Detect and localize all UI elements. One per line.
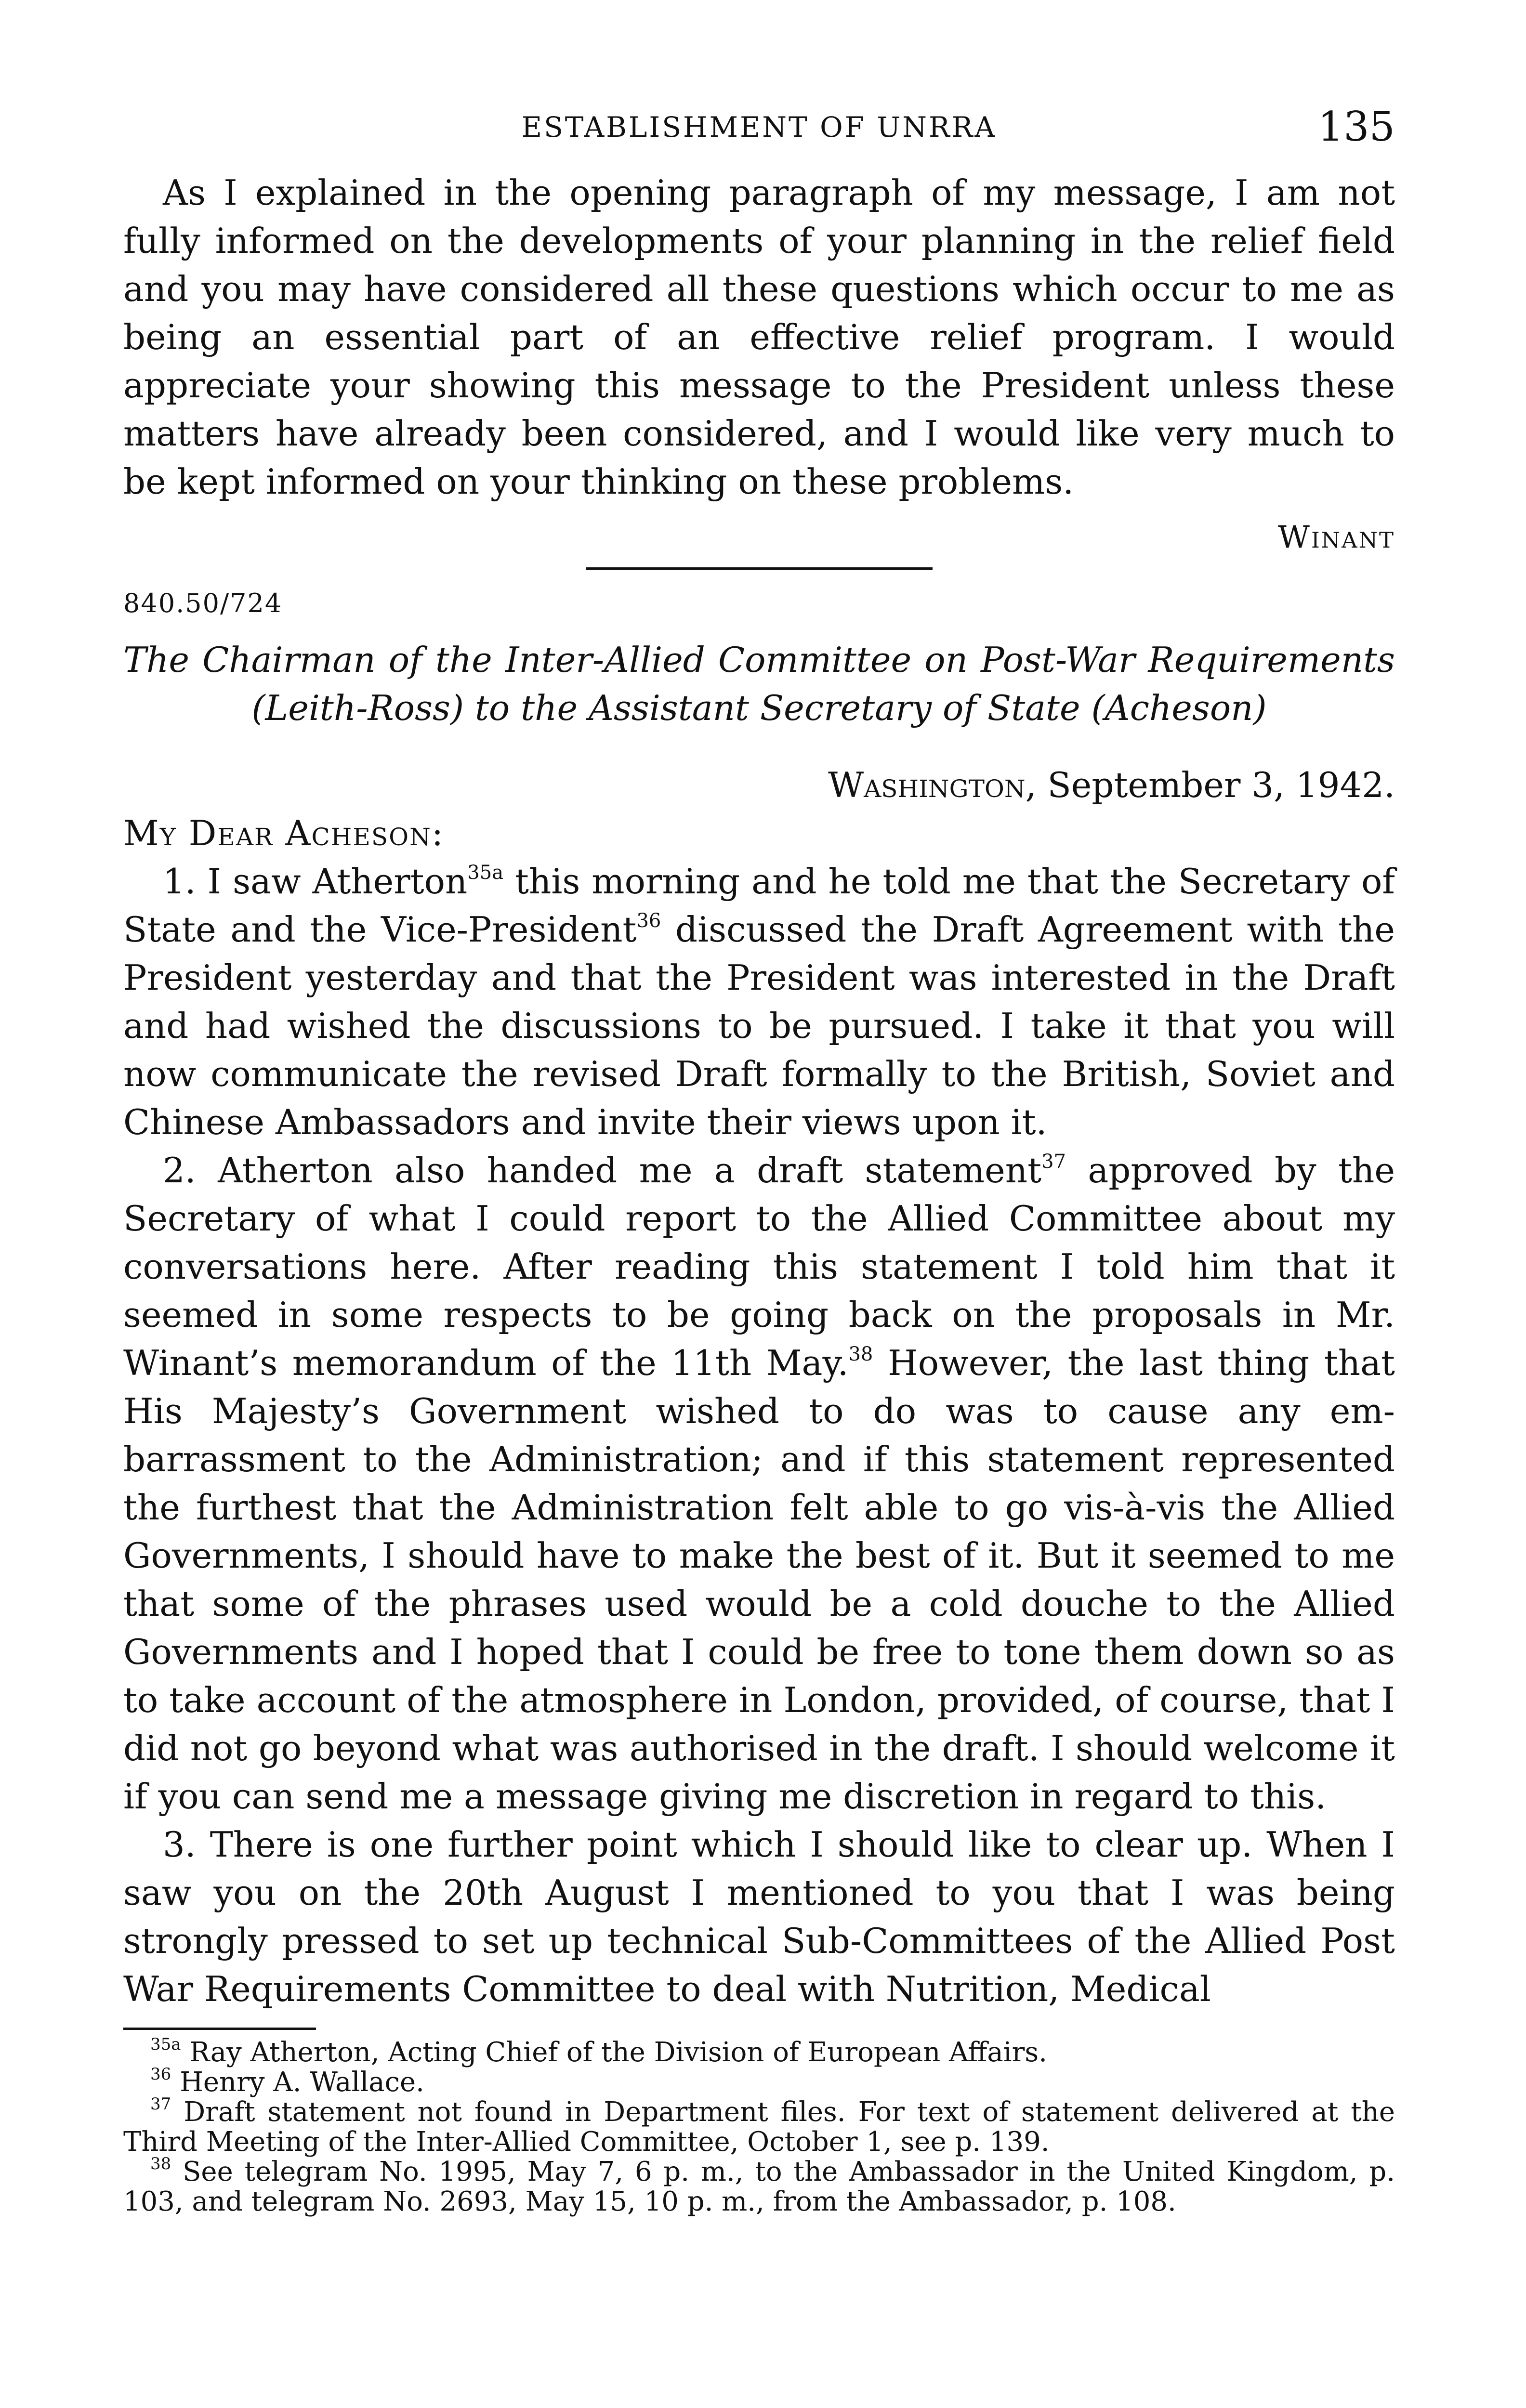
running-head	[123, 96, 1395, 169]
footnote-36	[123, 2065, 1395, 2098]
footnote-text: Draft statement not found in Department files. For text of statement delivered at the Third Meeting of the Inter-Allied Committee, October 1, see p. 139.	[123, 2096, 1395, 2158]
footnote-mark: 38	[150, 2154, 171, 2173]
document-page	[123, 96, 1395, 2217]
footnote-35a	[123, 2035, 1395, 2068]
paragraph-1	[123, 857, 1395, 1146]
running-title: ESTABLISHMENT OF UNRRA	[521, 111, 997, 144]
paragraph-1-text-a: 1. I saw Atherton	[163, 861, 468, 902]
paragraph-2-text-b: approved by the Secretary of what I could report to the Allied Committee about my conversations here. After reading this statement I told him that it seemed in some respects to be going back on the proposals in Mr. Winant’s memorandum of the 11th May.	[123, 1150, 1395, 1383]
footnote-ref-38: 38	[848, 1343, 873, 1365]
footnote-divider	[123, 2028, 316, 2030]
closing-paragraph: As I explained in the opening paragraph of my message, I am not fully informed on the developments of your planning in the relief field and you may have considered all these questions which occur to me as being an essential part of an effective relief program. I would appreciate your showing this message to the President unless these matters have already been considered, and I would like very much to be kept informed on your thinking on these problems.	[123, 172, 1395, 502]
paragraph-2-text-a: 2. Atherton also handed me a draft statement	[163, 1150, 1042, 1191]
footnote-38	[123, 2154, 1395, 2217]
footnote-ref-35a: 35a	[467, 862, 504, 884]
footnote-ref-36: 36	[636, 910, 661, 932]
footnote-mark: 37	[150, 2094, 171, 2114]
dateline-place: Washington	[828, 765, 1026, 805]
footnotes	[123, 2035, 1395, 2217]
paragraph-1-text-c: discussed the Draft Agreement with the President yesterday and that the President was interested in the Draft and had wished the discussions to be pursued. I take it that you will now communicate the revised Draft formally to the British, Soviet and Chinese Ambassadors and invite their views upon it.	[123, 909, 1395, 1142]
paragraph-2-text-c: However, the last thing that His Majesty’s Government wished to do was to cause any embarrassment to the Administration; and if this statement represented the furthest that the Administration felt able to go vis-à-vis the Allied Governments, I should have to make the best of it. But it seemed to me that some of the phrases used would be a cold douche to the Allied Governments and I hoped that I could be free to tone them down so as to take account of the atmosphere in London, provided, of course, that I did not go beyond what was authorised in the draft. I should welcome it if you can send me a message giving me discretion in regard to this.	[123, 1343, 1395, 1817]
paragraph-2	[123, 1146, 1395, 1820]
footnote-text: See telegram No. 1995, May 7, 6 p. m., to the Ambassador in the United Kingdom, p. 103, and telegram No. 2693, May 15, 10 p. m., from the Ambassador, p. 108.	[123, 2156, 1395, 2217]
dateline	[123, 761, 1395, 809]
paragraph-1-text-b: this morning and he told me that the Secretary of State and the Vice-President	[123, 861, 1395, 950]
footnote-37	[123, 2094, 1395, 2158]
footnote-text: Ray Atherton, Acting Chief of the Division of European Affairs.	[181, 2037, 1047, 2068]
salutation: My Dear Acheson:	[123, 813, 445, 853]
footnote-mark: 36	[150, 2065, 171, 2084]
footnote-text: Henry A. Wallace.	[171, 2067, 424, 2098]
footnote-ref-37: 37	[1041, 1151, 1066, 1173]
paragraph-3: 3. There is one further point which I should like to clear up. When I saw you on the 20th August I mentioned to you that I was being strongly pressed to set up technical Sub-Committees of the Allied Post War Requirements Committee to deal with Nutrition, Medical	[123, 1824, 1395, 2009]
signature-winant: Winant	[1278, 520, 1395, 555]
section-divider	[586, 567, 933, 570]
page-number: 135	[1317, 103, 1395, 150]
file-number: 840.50/724	[123, 588, 283, 618]
footnote-mark: 35a	[150, 2035, 181, 2054]
dateline-date: , September 3, 1942.	[1025, 765, 1395, 805]
document-title: The Chairman of the Inter-Allied Committee on Post-War Requirements (Leith-Ross) to the Assistant Secretary of State (Acheson)	[123, 640, 1395, 728]
